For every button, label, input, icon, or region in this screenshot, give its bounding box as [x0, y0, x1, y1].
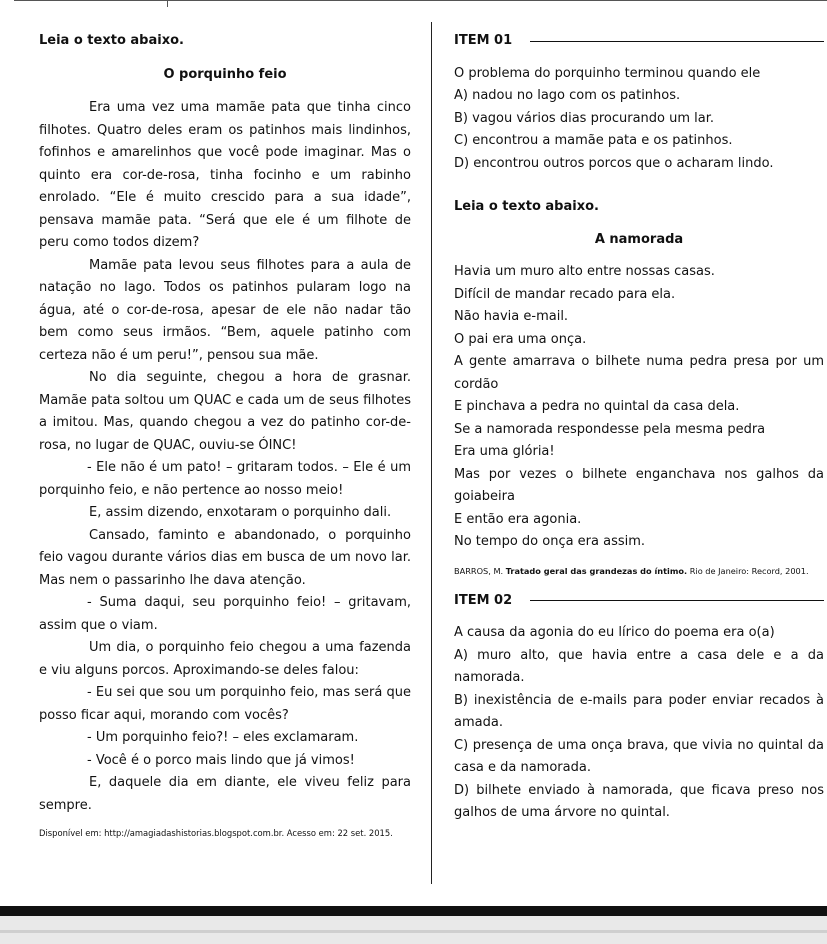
item-02-option-d: D) bilhete enviado à namorada, que ficava preso nos galhos de uma árvore no quintal.	[454, 782, 824, 820]
item-01-option-b: B) vagou vários dias procurando um lar.	[454, 110, 715, 126]
story-paragraph: Mamãe pata levou seus filhotes para a aula de natação no lago. Todos os patinhos pularam logo na água, até o cor-de-rosa, apesar de ele não nadar tão bem como seus irmãos. “Bem, aquele patinho com certeza não é um peru!”, pensou sua mãe.	[39, 257, 411, 363]
questions-column	[454, 30, 824, 825]
poem-line: E pinchava a pedra no quintal da casa dela.	[454, 399, 740, 414]
item-02-option-c: C) presença de uma onça brava, que vivia no quintal da casa e da namorada.	[454, 737, 824, 775]
item-01-option-d: D) encontrou outros porcos que o acharam lindo.	[454, 155, 774, 171]
item-01-header	[454, 30, 824, 53]
poem-line: O pai era uma onça.	[454, 331, 587, 347]
story-paragraph: No dia seguinte, chegou a hora de grasnar. Mamãe pata soltou um QUAC e cada um de seus filhotes a imitou. Mas, quando chegou a vez do patinho cor-de-rosa, no lugar de QUAC, ouviu-se ÓINC!	[39, 370, 411, 453]
poem-source-rest: Rio de Janeiro: Record, 2001.	[689, 565, 809, 576]
item-02-option-b: B) inexistência de e-mails para poder enviar recados à amada.	[454, 692, 824, 730]
story-paragraph: - Ele não é um pato! – gritaram todos. – Ele é um porquinho feio, e não pertence ao nosso meio!	[39, 460, 411, 498]
story-title: O porquinho feio	[163, 66, 287, 82]
poem-line: Difícil de mandar recado para ela.	[454, 286, 676, 302]
column-divider	[431, 22, 432, 884]
item-01-stem: O problema do porquinho terminou quando ele	[454, 65, 761, 81]
poem-source	[454, 564, 824, 578]
poem-line: Se a namorada respondesse pela mesma pedra	[454, 421, 766, 437]
story-paragraph: - Você é o porco mais lindo que já vimos!	[87, 752, 355, 768]
story-paragraph: Era uma vez uma mamãe pata que tinha cinco filhotes. Quatro deles eram os patinhos mais lindinhos, fofinhos e amarelinhos que você pode imaginar. Mas o quinto era cor-de-rosa, tinha focinho e um rabinho enrolado. “Ele é muito crescido para a sua idade”, pensava mamãe pata. “Será que ele é um filhote de peru como todos dizem?	[39, 100, 411, 250]
story-source: Disponível em: http://amagiadashistorias.blogspot.com.br. Acesso em: 22 set. 2015.	[39, 828, 393, 838]
poem-line: A gente amarrava o bilhete numa pedra presa por um cordão	[454, 354, 824, 392]
poem-line: Mas por vezes o bilhete enganchava nos galhos da goiabeira	[454, 466, 824, 504]
item-02-rule	[530, 600, 824, 601]
item-01-option-a: A) nadou no lago com os patinhos.	[454, 88, 681, 103]
item-02-stem: A causa da agonia do eu lírico do poema era o(a)	[454, 625, 775, 640]
item-01-rule	[530, 41, 824, 42]
story-paragraph: E, assim dizendo, enxotaram o porquinho dali.	[89, 505, 392, 520]
story-paragraph: - Um porquinho feio?! – eles exclamaram.	[87, 730, 359, 745]
item-01-option-c: C) encontrou a mamãe pata e os patinhos.	[454, 133, 733, 148]
poem-line: Não havia e-mail.	[454, 309, 569, 324]
poem-source-author: BARROS, M.	[454, 565, 504, 576]
top-border	[14, 0, 827, 5]
bottom-bar	[0, 906, 827, 916]
instruction-right: Leia o texto abaixo.	[454, 199, 599, 214]
item-02-option-a: A) muro alto, que havia entre a casa dele e a da namorada.	[454, 647, 824, 685]
item-02-header	[454, 590, 824, 613]
story-column	[39, 30, 411, 840]
item-02-label: ITEM 02	[454, 592, 513, 608]
poem-line: Havia um muro alto entre nossas casas.	[454, 264, 715, 279]
footer-strip	[0, 916, 827, 944]
poem-source-work: Tratado geral das grandezas do íntimo.	[505, 565, 688, 576]
item-01-label: ITEM 01	[454, 33, 513, 48]
poem-line: E então era agonia.	[454, 511, 582, 527]
poem-title: A namorada	[594, 231, 684, 247]
poem-line: No tempo do onça era assim.	[454, 534, 646, 549]
instruction-left: Leia o texto abaixo.	[39, 33, 184, 48]
story-paragraph: - Suma daqui, seu porquinho feio! – gritavam, assim que o viam.	[39, 595, 411, 633]
poem-line: Era uma glória!	[454, 444, 555, 459]
story-paragraph: - Eu sei que sou um porquinho feio, mas será que posso ficar aqui, morando com vocês?	[39, 685, 411, 723]
story-paragraph: E, daquele dia em diante, ele viveu feliz para sempre.	[39, 775, 411, 813]
story-paragraph: Um dia, o porquinho feio chegou a uma fazenda e viu alguns porcos. Aproximando-se deles falou:	[39, 640, 411, 678]
story-paragraph: Cansado, faminto e abandonado, o porquinho feio vagou durante vários dias em busca de um novo lar. Mas nem o passarinho lhe dava atenção.	[39, 527, 411, 588]
